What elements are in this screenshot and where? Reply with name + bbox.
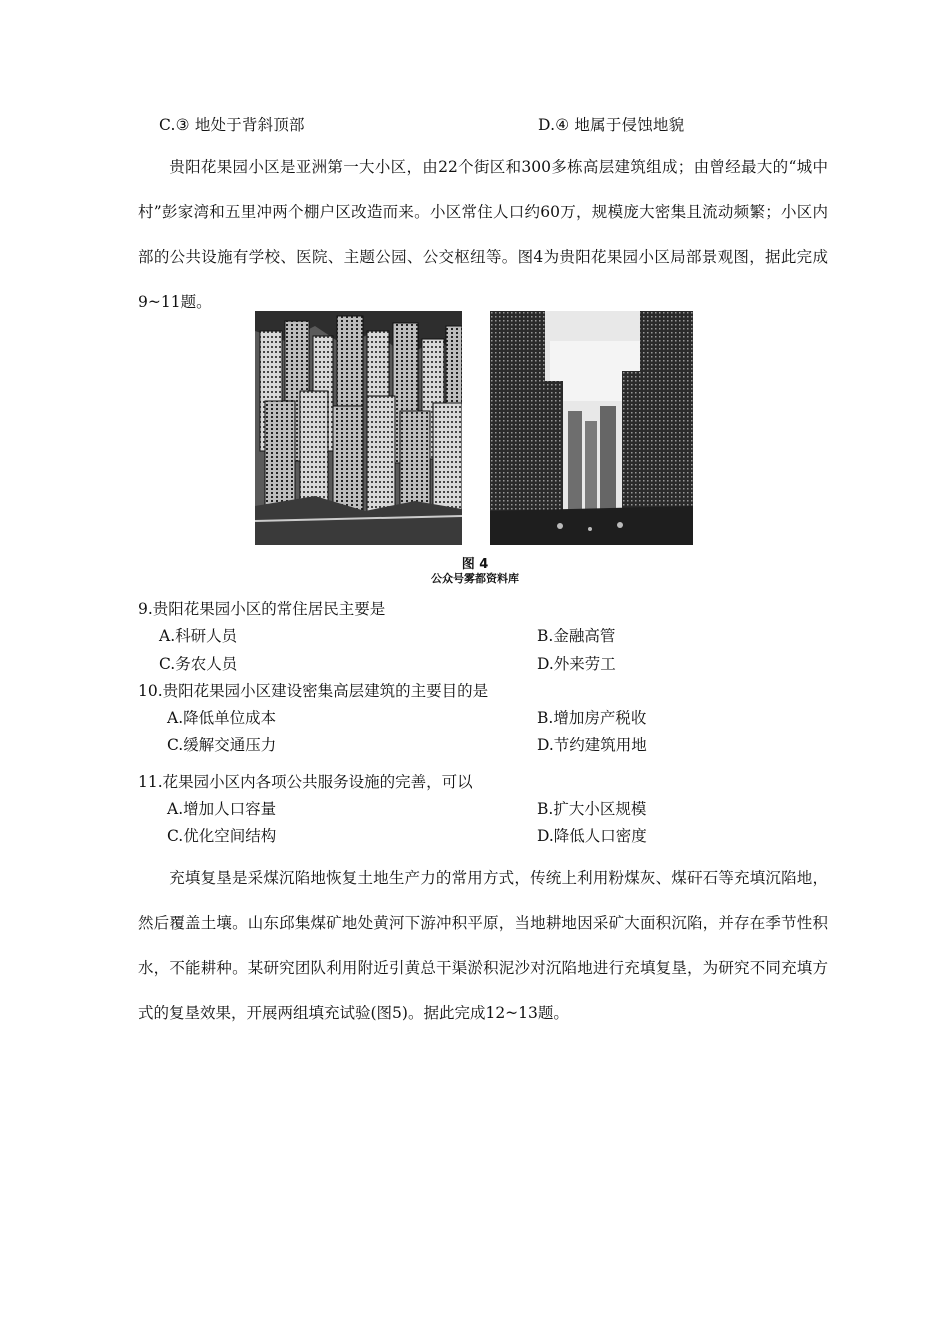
question-10-stem: 10.贵阳花果园小区建设密集高层建筑的主要目的是 [138, 682, 489, 700]
option-d-prev: D.④ 地属于侵蚀地貌 [538, 116, 685, 134]
option-c-prev: C.③ 地处于背斜顶部 [159, 116, 305, 134]
question-11-option-d: D.降低人口密度 [537, 827, 647, 845]
question-11-stem: 11.花果园小区内各项公共服务设施的完善，可以 [138, 773, 473, 791]
figure4-label: 图 4 [461, 557, 489, 572]
question-10-option-a: A.降低单位成本 [167, 709, 277, 727]
question-11-option-c: C.优化空间结构 [167, 827, 277, 845]
question-9-option-d: D.外来劳工 [537, 655, 616, 673]
question-9-option-a: A.科研人员 [159, 627, 238, 645]
aerial-buildings-image [255, 311, 462, 545]
passage-reclamation-text: 充填复垦是采煤沉陷地恢复土地生产力的常用方式，传统上利用粉煤灰、煤矸石等充填沉陷地，然后覆盖土壤。山东邱集煤矿地处黄河下游冲积平原，当地耕地因采矿大面积沉陷，并存在季节性积水，不能耕种。某研究团队利用附近引黄总干渠淤积泥沙对沉陷地进行充填复垦，为研究不同充填方式的复垦效果，开展两组填充试验(图5)。据此完成12~13题。 [138, 869, 828, 1022]
question-9-stem: 9.贵阳花果园小区的常住居民主要是 [138, 600, 386, 618]
question-10-option-d: D.节约建筑用地 [537, 736, 647, 754]
street-buildings-image [490, 311, 693, 545]
question-11-option-b: B.扩大小区规模 [537, 800, 647, 818]
question-10-option-b: B.增加房产税收 [537, 709, 647, 727]
question-9-option-c: C.务农人员 [159, 655, 238, 673]
question-9-option-b: B.金融高管 [537, 627, 616, 645]
passage-huaguoyuan-text: 贵阳花果园小区是亚洲第一大小区，由22个街区和300多栋高层建筑组成；由曾经最大的“城中村”彭家湾和五里冲两个棚户区改造而来。小区常住人口约60万，规模庞大密集且流动频繁；小区内部的公共设施有学校、医院、主题公园、公交枢纽等。图4为贵阳花果园小区局部景观图，据此完成9~11题。 [138, 158, 828, 311]
figure4-photo-street [490, 311, 693, 545]
figure4-source: 公众号雾都资料库 [431, 572, 519, 585]
question-10-option-c: C.缓解交通压力 [167, 736, 277, 754]
figure4-photo-aerial [255, 311, 462, 545]
question-11-option-a: A.增加人口容量 [167, 800, 277, 818]
passage-reclamation [138, 856, 828, 1036]
passage-huaguoyuan [138, 145, 828, 325]
